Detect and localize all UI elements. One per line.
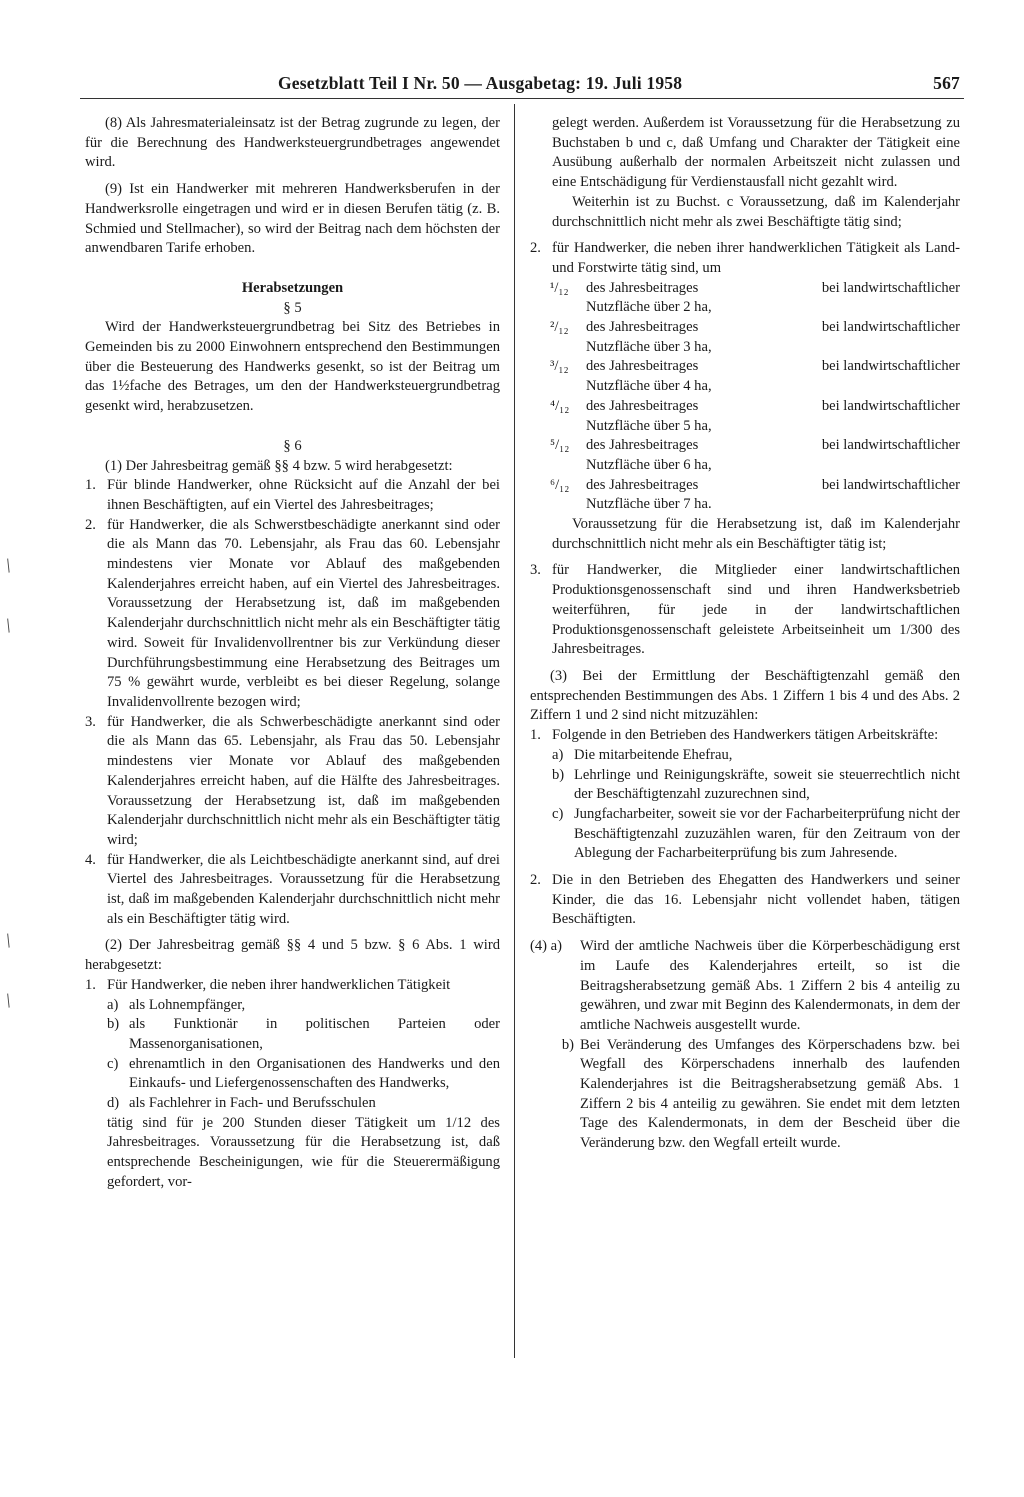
sub-item-text: als Lohnempfänger,	[129, 996, 246, 1013]
item-text: für Handwerker, die Mitglieder einer landwirtschaftlichen Produktionsgenossenschaft sind und ihren Handwerksbetrieb weiterführen, für jede in der landwirtschaftlichen Produktionsgenossenschaft geleistete Arbeitseinheit um 1/300 des Jahresbeitrages.	[552, 562, 960, 658]
item-number: 1.	[85, 477, 96, 494]
fraction-area: Nutzfläche über 7 ha.	[586, 496, 712, 513]
item-number: 4.	[85, 851, 96, 868]
fraction-text: des Jahresbeitrages	[586, 397, 699, 414]
list-item	[85, 713, 500, 851]
sub-item-text: Lehrlinge und Reinigungskräfte, soweit sie steuerrechtlich nicht der Beschäftigtenzahl zuzurechnen sind,	[574, 766, 960, 803]
fraction-value: ²/₁₂	[550, 319, 569, 336]
item-number: 1.	[530, 727, 541, 744]
right-column	[530, 114, 960, 1154]
section-number-6: § 6	[283, 437, 302, 454]
page-header	[270, 73, 962, 95]
fraction-condition: bei landwirtschaftlicher	[821, 397, 960, 414]
item-text: Wird der amtliche Nachweis über die Körperbeschädigung erst im Laufe des Kalenderjahres erteilt, so ist die Beitragsherabsetzung gemäß Abs. 1 Ziffern 2 bis 4 anteilig zu gewähren, und zwar mit Beginn des Kalendermonats, in dem der amtliche Nachweis ausgestellt wurde.	[580, 938, 960, 1033]
sub-item-letter: b)	[107, 1016, 120, 1033]
fraction-text: des Jahresbeitrages	[586, 476, 699, 493]
paragraph-4b	[530, 1036, 960, 1154]
fraction-area: Nutzfläche über 6 ha,	[586, 456, 712, 473]
fraction-row	[550, 279, 960, 318]
list-item	[85, 516, 500, 713]
voraussetzung-text: Voraussetzung für die Herabsetzung ist, daß im Kalenderjahr durchschnittlich nicht mehr als ein Beschäftigter tätig ist;	[552, 516, 960, 552]
sub-item-letter: a)	[107, 996, 119, 1013]
list-item	[530, 726, 960, 746]
fraction-value: ³/₁₂	[550, 358, 569, 375]
sub-item-letter: a)	[552, 746, 564, 763]
item-text: für Handwerker, die neben ihrer handwerklichen Tätigkeit als Land- und Forstwirte tätig sind, um	[552, 240, 960, 276]
fraction-area: Nutzfläche über 3 ha,	[586, 338, 712, 355]
margin-mark: /	[1, 554, 16, 578]
section-5-text: Wird der Handwerksteuergrundbetrag bei Sitz des Betriebes in Gemeinden bis zu 2000 Einwohnern entsprechend den Bestimmungen über die Besteuerung des Handwerks gesenkt, so ist der Beitrag um das 1½fache des Betrages, um den der Handwerksteuergrundbetrag gesenkt wird, herabzusetzen.	[85, 319, 500, 415]
fraction-area: Nutzfläche über 2 ha,	[586, 299, 712, 316]
fraction-value: ¹/₁₂	[550, 279, 569, 296]
sub-item-text: Die mitarbeitende Ehefrau,	[574, 746, 733, 763]
fraction-condition: bei landwirtschaftlicher	[821, 437, 960, 454]
sub-item-text: als Funktionär in politischen Parteien oder Massenorganisationen,	[129, 1016, 500, 1052]
continuation-text: gelegt werden. Außerdem ist Voraussetzung für die Herabsetzung zu Buchstaben b und c, daß Umfang und Charakter der Tätigkeit eine Ausübung außerhalb der normalen Arbeitszeit nicht zulassen und eine Entschädigung für Verdienstausfall nicht gezahlt wird.	[552, 115, 960, 191]
fraction-row	[550, 318, 960, 357]
fraction-row	[550, 397, 960, 436]
fraction-row	[550, 357, 960, 396]
item-text: für Handwerker, die als Schwerbeschädigte anerkannt sind oder die als Mann das 65. Lebensjahr, als Frau das 50. Lebensjahr mindestens vier Monate vor Ablauf des maßgebenden Kalenderjahres erreicht haben, auf die Hälfte des Jahresbeitrages. Voraussetzung der Herabsetzung ist, daß im maßgebenden Kalenderjahr durchschnittlich nicht mehr als ein Beschäftigter tätig wird;	[107, 713, 500, 848]
fraction-condition: bei landwirtschaftlicher	[821, 476, 960, 493]
sub-item	[107, 1015, 500, 1054]
sub-item	[552, 805, 960, 864]
list-item	[85, 976, 500, 996]
fraction-value: ⁶/₁₂	[550, 476, 570, 493]
item-text: für Handwerker, die als Schwerstbeschädigte anerkannt sind oder die als Mann das 70. Lebensjahr, als Frau das 60. Lebensjahr mindestens vier Monate vor Ablauf des maßgebenden Kalenderjahres erreicht haben, auf ein Viertel des Jahresbeitrages. Voraussetzung der Herabsetzung ist, daß im maßgebenden Kalenderjahr durchschnittlich nicht mehr als ein Beschäftigter tätig wird. Soweit für Invalidenvollrentner bis zur Verkündung dieser Durchführungsbestimmung eine Herabsetzung des Beitrages um 75 % gewährt wurde, verbleibt es bei dieser Regelung, solange Invalidenvollrente bezogen wird;	[107, 516, 500, 710]
fraction-text: des Jahresbeitrages	[586, 279, 699, 296]
fraction-value: ⁴/₁₂	[550, 397, 570, 414]
list-item	[85, 851, 500, 930]
list-item	[530, 871, 960, 930]
section-number-5: § 5	[283, 299, 302, 316]
sub-item-letter: c)	[552, 805, 564, 822]
header-rule	[80, 98, 964, 99]
item-number: 1.	[85, 976, 96, 993]
item-number: 2.	[85, 516, 96, 533]
item-text: Die in den Betrieben des Ehegatten des Handwerkers und seiner Kinder, die das 16. Lebensjahr nicht vollendet haben, tätigen Beschäftigten.	[552, 872, 960, 928]
fraction-area: Nutzfläche über 4 ha,	[586, 378, 712, 395]
sub-item-text: als Fachlehrer in Fach- und Berufsschulen	[129, 1095, 376, 1112]
sub-item-letter: b)	[552, 766, 565, 783]
fraction-condition: bei landwirtschaftlicher	[821, 358, 960, 375]
section-6-paragraph-1: (1) Der Jahresbeitrag gemäß §§ 4 bzw. 5 wird herabgesetzt:	[105, 457, 453, 474]
list-item	[85, 476, 500, 515]
section-heading-herabsetzungen: Herabsetzungen	[241, 279, 344, 296]
sub-item	[107, 1094, 500, 1114]
sub-item-letter: d)	[107, 1095, 120, 1112]
sub-item	[107, 1055, 500, 1094]
item-text: Für blinde Handwerker, ohne Rücksicht auf die Anzahl der bei ihnen Beschäftigten, auf ein Viertel des Jahresbeitrages;	[107, 477, 500, 513]
fraction-text: des Jahresbeitrages	[586, 319, 699, 336]
list-item	[530, 561, 960, 660]
paragraph-8: (8) Als Jahresmaterialeinsatz ist der Betrag zugrunde zu legen, der für die Berechnung des Handwerksteuergrundbetrages angewendet wird.	[85, 115, 500, 171]
item-number: (4) a)	[530, 938, 563, 955]
weiterhin-text: Weiterhin ist zu Buchst. c Voraussetzung, daß im Kalenderjahr durchschnittlich nicht mehr als zwei Beschäftigte tätig sind;	[552, 193, 960, 230]
sub-item-text: Jungfacharbeiter, soweit sie vor der Facharbeiterprüfung nicht der Beschäftigtenzahl zuzuzählen waren, für den Zeitraum von der Ablegung der Facharbeiterprüfung bis zum Jahresende.	[574, 805, 960, 862]
margin-mark: /	[1, 614, 16, 638]
fraction-row	[550, 476, 960, 515]
margin-mark: /	[1, 929, 16, 953]
fraction-text: des Jahresbeitrages	[586, 358, 699, 375]
item-number: b)	[561, 1036, 574, 1053]
item-text: für Handwerker, die als Leichtbeschädigte anerkannt sind, auf drei Viertel des Jahresbeitrages. Voraussetzung für die Herabsetzung ist, daß im maßgebenden Kalenderjahr durchschnittlich nicht mehr als ein Beschäftigter tätig wird.	[107, 851, 500, 927]
fraction-condition: bei landwirtschaftlicher	[821, 319, 960, 336]
fraction-condition: bei landwirtschaftlicher	[821, 279, 960, 296]
sub-item	[107, 996, 500, 1016]
fraction-text: des Jahresbeitrages	[586, 437, 699, 454]
fraction-value: ⁵/₁₂	[550, 437, 570, 454]
header-title: Gesetzblatt Teil I Nr. 50 — Ausgabetag: 19. Juli 1958	[278, 73, 683, 93]
section-6-paragraph-2: (2) Der Jahresbeitrag gemäß §§ 4 und 5 bzw. § 6 Abs. 1 wird herabgesetzt:	[85, 937, 500, 974]
sub-item	[552, 746, 960, 766]
sub-item-text: ehrenamtlich in den Organisationen des Handwerks und den Einkaufs- und Liefergenossenschaften des Handwerks,	[129, 1055, 500, 1092]
paragraph-9: (9) Ist ein Handwerker mit mehreren Handwerksberufen in der Handwerksrolle eingetragen und wird er in diesen Berufen tätig (z. B. Schmied und Stellmacher), so wird der Beitrag nach dem höchsten der anwendbaren Tarife erhoben.	[85, 181, 500, 257]
item-text: Für Handwerker, die neben ihrer handwerklichen Tätigkeit	[107, 976, 451, 993]
page-number: 567	[933, 73, 960, 93]
item-number: 3.	[530, 562, 541, 579]
list-item	[530, 239, 960, 278]
sub-item	[552, 766, 960, 805]
fraction-row	[550, 436, 960, 475]
sub-item-letter: c)	[107, 1055, 119, 1072]
paragraph-4a	[530, 937, 960, 1036]
margin-mark: /	[1, 989, 16, 1013]
item-number: 2.	[530, 872, 541, 889]
column-divider	[514, 104, 515, 1358]
after-sub-items-text: tätig sind für je 200 Stunden dieser Tätigkeit um 1/12 des Jahresbeitrages. Voraussetzung für die Herabsetzung ist, daß entsprechende Bescheinigungen, wie für die Steuerermäßigung gefordert, vor-	[107, 1114, 500, 1190]
item-text: Folgende in den Betrieben des Handwerkers tätigen Arbeitskräfte:	[552, 727, 939, 744]
item-text: Bei Veränderung des Umfanges des Körperschadens bzw. bei Wegfall des Körperschadens innerhalb des laufenden Kalenderjahres ist die Beitragsherabsetzung gemäß Abs. 1 Ziffern 2 bis 4 anteilig zu gewähren. Sie endet mit dem letzten Tage des Kalendermonats, in dem der Bescheid über die Veränderung bzw. den Wegfall erteilt wurde.	[580, 1036, 960, 1152]
item-number: 2.	[530, 240, 541, 257]
left-column	[85, 114, 500, 1193]
item-number: 3.	[85, 713, 96, 730]
fraction-area: Nutzfläche über 5 ha,	[586, 417, 712, 434]
paragraph-3: (3) Bei der Ermittlung der Beschäftigtenzahl gemäß den entsprechenden Bestimmungen des Abs. 1 Ziffern 1 bis 4 und des Abs. 2 Ziffern 1 und 2 sind nicht mitzuzählen:	[530, 667, 960, 724]
